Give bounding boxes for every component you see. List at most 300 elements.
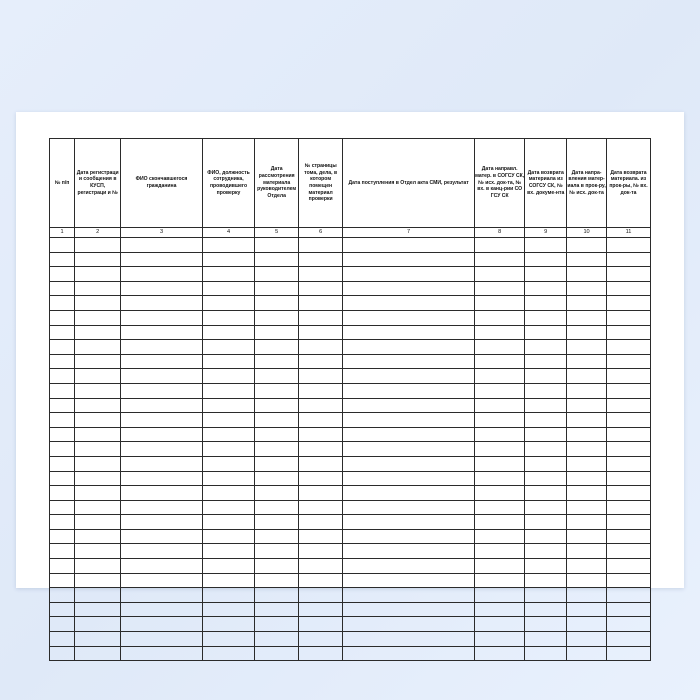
table-row: [50, 500, 651, 515]
table-cell: [525, 486, 567, 501]
table-cell: [75, 544, 121, 559]
table-cell: [50, 267, 75, 282]
table-cell: [299, 310, 343, 325]
table-cell: [299, 354, 343, 369]
table-cell: [50, 413, 75, 428]
table-cell: [202, 602, 254, 617]
table-cell: [475, 398, 525, 413]
table-cell: [343, 617, 475, 632]
table-cell: [299, 456, 343, 471]
table-cell: [202, 456, 254, 471]
table-row: [50, 383, 651, 398]
table-cell: [121, 427, 203, 442]
table-cell: [606, 573, 650, 588]
table-cell: [567, 252, 607, 267]
table-cell: [75, 588, 121, 603]
table-cell: [50, 354, 75, 369]
table-cell: [255, 281, 299, 296]
table-cell: [299, 340, 343, 355]
table-cell: [255, 383, 299, 398]
column-header-6: [299, 139, 343, 228]
table-row: [50, 354, 651, 369]
table-cell: [343, 310, 475, 325]
column-header-5: [255, 139, 299, 228]
table-cell: [343, 456, 475, 471]
table-cell: [343, 354, 475, 369]
table-cell: [525, 427, 567, 442]
table-cell: [50, 559, 75, 574]
table-cell: [255, 529, 299, 544]
table-cell: [50, 486, 75, 501]
table-cell: [343, 296, 475, 311]
table-cell: [343, 267, 475, 282]
table-cell: [255, 238, 299, 253]
table-cell: [525, 602, 567, 617]
table-cell: [121, 369, 203, 384]
table-cell: [525, 398, 567, 413]
table-cell: [299, 369, 343, 384]
column-header-8: [475, 139, 525, 228]
column-number-8: 8: [475, 228, 525, 238]
column-header-text: Дата возврата материала из СОГСУ СК, № вх. докуме-нта: [527, 169, 565, 196]
table-row: [50, 588, 651, 603]
table-cell: [50, 340, 75, 355]
table-cell: [475, 617, 525, 632]
table-cell: [606, 281, 650, 296]
table-cell: [475, 252, 525, 267]
table-cell: [202, 632, 254, 647]
table-cell: [202, 559, 254, 574]
table-cell: [567, 500, 607, 515]
table-cell: [202, 442, 254, 457]
table-cell: [343, 500, 475, 515]
table-cell: [255, 369, 299, 384]
table-cell: [567, 325, 607, 340]
column-number-11: 11: [606, 228, 650, 238]
table-cell: [50, 617, 75, 632]
table-cell: [343, 646, 475, 661]
table-cell: [202, 471, 254, 486]
table-cell: [299, 442, 343, 457]
table-cell: [525, 559, 567, 574]
table-cell: [606, 413, 650, 428]
table-cell: [567, 617, 607, 632]
table-cell: [202, 588, 254, 603]
table-cell: [567, 383, 607, 398]
column-header-11: [606, 139, 650, 228]
table-cell: [255, 413, 299, 428]
table-cell: [606, 646, 650, 661]
table-cell: [202, 573, 254, 588]
table-cell: [121, 471, 203, 486]
table-cell: [567, 413, 607, 428]
column-header-text: № страницы тома, дела, в котором помещен материал проверки: [304, 162, 338, 203]
table-cell: [343, 471, 475, 486]
table-cell: [75, 398, 121, 413]
table-row: [50, 486, 651, 501]
table-cell: [567, 471, 607, 486]
table-cell: [50, 544, 75, 559]
table-cell: [606, 296, 650, 311]
table-cell: [475, 296, 525, 311]
table-cell: [75, 632, 121, 647]
table-cell: [202, 267, 254, 282]
table-cell: [567, 442, 607, 457]
table-cell: [525, 646, 567, 661]
table-row: [50, 252, 651, 267]
table-cell: [50, 398, 75, 413]
table-cell: [255, 296, 299, 311]
table-row: [50, 632, 651, 647]
table-row: [50, 340, 651, 355]
table-cell: [525, 325, 567, 340]
table-cell: [525, 442, 567, 457]
column-number-5: 5: [255, 228, 299, 238]
table-cell: [606, 267, 650, 282]
column-header-text: Дата рассмотрения материала руководителем Отдела: [257, 166, 297, 200]
column-number-6: 6: [299, 228, 343, 238]
table-cell: [75, 325, 121, 340]
table-cell: [606, 310, 650, 325]
table-cell: [567, 238, 607, 253]
table-cell: [75, 383, 121, 398]
table-cell: [121, 573, 203, 588]
table-cell: [299, 632, 343, 647]
table-cell: [606, 427, 650, 442]
table-cell: [606, 617, 650, 632]
table-cell: [525, 413, 567, 428]
table-cell: [75, 369, 121, 384]
table-cell: [255, 442, 299, 457]
table-cell: [525, 296, 567, 311]
table-cell: [299, 617, 343, 632]
table-cell: [121, 383, 203, 398]
table-cell: [299, 325, 343, 340]
table-cell: [475, 325, 525, 340]
table-cell: [606, 486, 650, 501]
column-number-3: 3: [121, 228, 203, 238]
table-cell: [255, 252, 299, 267]
table-cell: [606, 456, 650, 471]
column-header-text: ФИО, должность сотрудника, проводившего проверку: [207, 169, 250, 196]
table-header: [50, 139, 651, 238]
table-cell: [202, 646, 254, 661]
table-cell: [255, 427, 299, 442]
table-cell: [606, 588, 650, 603]
table-cell: [299, 559, 343, 574]
table-cell: [567, 602, 607, 617]
column-number-4: 4: [202, 228, 254, 238]
table-cell: [299, 281, 343, 296]
column-header-text: Дата возврата материала. из прок-ры, № вх. док-та: [609, 169, 648, 196]
table-cell: [50, 573, 75, 588]
table-cell: [121, 267, 203, 282]
table-cell: [299, 529, 343, 544]
table-cell: [75, 559, 121, 574]
table-cell: [525, 369, 567, 384]
table-cell: [75, 646, 121, 661]
table-cell: [567, 456, 607, 471]
table-cell: [50, 252, 75, 267]
table-row: [50, 310, 651, 325]
table-row: [50, 369, 651, 384]
table-cell: [255, 354, 299, 369]
table-cell: [202, 354, 254, 369]
table-cell: [255, 325, 299, 340]
table-cell: [255, 646, 299, 661]
table-cell: [121, 238, 203, 253]
table-row: [50, 325, 651, 340]
table-cell: [121, 413, 203, 428]
table-cell: [343, 544, 475, 559]
table-cell: [343, 529, 475, 544]
table-cell: [75, 486, 121, 501]
table-cell: [567, 588, 607, 603]
table-cell: [121, 325, 203, 340]
table-cell: [606, 471, 650, 486]
table-cell: [202, 238, 254, 253]
table-cell: [475, 238, 525, 253]
journal-table-wrapper: [49, 138, 651, 661]
table-cell: [299, 500, 343, 515]
table-cell: [475, 515, 525, 530]
table-cell: [525, 529, 567, 544]
table-cell: [121, 500, 203, 515]
table-cell: [299, 573, 343, 588]
table-cell: [202, 413, 254, 428]
table-row: [50, 267, 651, 282]
table-cell: [202, 325, 254, 340]
column-number-2: 2: [75, 228, 121, 238]
table-cell: [255, 500, 299, 515]
table-cell: [299, 398, 343, 413]
table-cell: [50, 442, 75, 457]
table-cell: [343, 632, 475, 647]
table-cell: [343, 398, 475, 413]
column-header-text: № п/п: [54, 179, 70, 186]
table-cell: [606, 529, 650, 544]
table-cell: [567, 310, 607, 325]
table-cell: [525, 471, 567, 486]
table-row: [50, 573, 651, 588]
column-header-1: [50, 139, 75, 228]
table-cell: [475, 383, 525, 398]
table-cell: [606, 544, 650, 559]
table-cell: [202, 383, 254, 398]
table-cell: [121, 252, 203, 267]
table-cell: [50, 369, 75, 384]
table-cell: [567, 544, 607, 559]
table-row: [50, 559, 651, 574]
table-cell: [343, 413, 475, 428]
table-cell: [525, 515, 567, 530]
table-cell: [202, 515, 254, 530]
table-cell: [567, 632, 607, 647]
table-cell: [567, 354, 607, 369]
table-cell: [299, 486, 343, 501]
table-cell: [525, 281, 567, 296]
table-cell: [475, 529, 525, 544]
table-cell: [255, 486, 299, 501]
table-cell: [525, 500, 567, 515]
table-cell: [50, 281, 75, 296]
table-cell: [475, 486, 525, 501]
table-body: [50, 238, 651, 661]
table-row: [50, 515, 651, 530]
table-cell: [299, 646, 343, 661]
table-cell: [567, 267, 607, 282]
column-header-text: ФИО скончавшегося гражданина: [135, 176, 188, 189]
table-cell: [606, 238, 650, 253]
column-header-7: [343, 139, 475, 228]
table-cell: [299, 602, 343, 617]
table-cell: [75, 573, 121, 588]
table-cell: [606, 500, 650, 515]
table-cell: [202, 340, 254, 355]
table-cell: [475, 646, 525, 661]
table-cell: [475, 471, 525, 486]
column-number-1: 1: [50, 228, 75, 238]
table-cell: [606, 632, 650, 647]
table-row: [50, 617, 651, 632]
table-cell: [255, 544, 299, 559]
table-cell: [255, 471, 299, 486]
table-cell: [475, 456, 525, 471]
table-cell: [121, 588, 203, 603]
table-cell: [75, 471, 121, 486]
table-cell: [121, 340, 203, 355]
table-cell: [255, 398, 299, 413]
document-page: [16, 112, 684, 588]
column-number-7: 7: [343, 228, 475, 238]
table-cell: [121, 632, 203, 647]
table-cell: [475, 413, 525, 428]
table-cell: [475, 500, 525, 515]
table-cell: [567, 427, 607, 442]
table-row: [50, 544, 651, 559]
table-cell: [121, 486, 203, 501]
table-cell: [121, 646, 203, 661]
table-cell: [567, 529, 607, 544]
table-cell: [567, 340, 607, 355]
table-cell: [121, 296, 203, 311]
table-cell: [75, 310, 121, 325]
table-cell: [606, 383, 650, 398]
table-cell: [343, 383, 475, 398]
table-cell: [75, 252, 121, 267]
table-cell: [606, 515, 650, 530]
table-cell: [50, 238, 75, 253]
table-cell: [202, 252, 254, 267]
table-cell: [343, 427, 475, 442]
table-cell: [202, 427, 254, 442]
table-cell: [255, 310, 299, 325]
table-cell: [50, 602, 75, 617]
table-cell: [121, 398, 203, 413]
table-cell: [567, 398, 607, 413]
table-cell: [75, 617, 121, 632]
table-cell: [475, 573, 525, 588]
table-cell: [475, 281, 525, 296]
table-cell: [50, 632, 75, 647]
table-cell: [121, 559, 203, 574]
table-cell: [75, 296, 121, 311]
table-cell: [525, 267, 567, 282]
table-row: [50, 456, 651, 471]
table-cell: [202, 310, 254, 325]
table-cell: [299, 383, 343, 398]
table-cell: [255, 588, 299, 603]
table-cell: [343, 515, 475, 530]
table-cell: [343, 588, 475, 603]
header-row: [50, 139, 651, 228]
table-cell: [606, 442, 650, 457]
table-cell: [475, 632, 525, 647]
table-cell: [202, 529, 254, 544]
table-cell: [567, 515, 607, 530]
table-cell: [202, 500, 254, 515]
table-cell: [299, 515, 343, 530]
table-cell: [75, 267, 121, 282]
table-cell: [606, 369, 650, 384]
table-cell: [202, 281, 254, 296]
table-cell: [255, 340, 299, 355]
table-cell: [343, 486, 475, 501]
column-header-2: [75, 139, 121, 228]
column-number-row: [50, 228, 651, 238]
table-cell: [475, 588, 525, 603]
table-cell: [606, 559, 650, 574]
table-cell: [567, 486, 607, 501]
table-cell: [475, 442, 525, 457]
table-cell: [525, 252, 567, 267]
table-cell: [75, 238, 121, 253]
column-number-9: 9: [525, 228, 567, 238]
table-cell: [255, 267, 299, 282]
table-cell: [50, 296, 75, 311]
table-cell: [50, 325, 75, 340]
column-header-text: Дата регистраци и сообщения в КУСП, регистраци и №: [76, 169, 119, 196]
column-header-text: Дата поступления в Отдел акта СМИ, результат: [348, 179, 469, 186]
table-cell: [525, 456, 567, 471]
table-cell: [567, 573, 607, 588]
table-cell: [343, 252, 475, 267]
column-header-text: Дата напра-вления матер-иала в прок-ру, № исх. док-та: [567, 169, 606, 196]
table-cell: [50, 456, 75, 471]
table-cell: [202, 296, 254, 311]
table-cell: [343, 559, 475, 574]
table-cell: [75, 515, 121, 530]
table-cell: [75, 500, 121, 515]
table-cell: [343, 442, 475, 457]
table-cell: [343, 340, 475, 355]
table-cell: [299, 413, 343, 428]
table-cell: [567, 369, 607, 384]
table-cell: [50, 500, 75, 515]
table-cell: [606, 602, 650, 617]
table-cell: [50, 383, 75, 398]
table-cell: [475, 340, 525, 355]
table-cell: [202, 398, 254, 413]
table-cell: [299, 296, 343, 311]
table-cell: [255, 515, 299, 530]
journal-table: [49, 138, 651, 661]
table-cell: [475, 310, 525, 325]
table-cell: [525, 632, 567, 647]
table-cell: [343, 573, 475, 588]
table-cell: [50, 515, 75, 530]
table-row: [50, 413, 651, 428]
